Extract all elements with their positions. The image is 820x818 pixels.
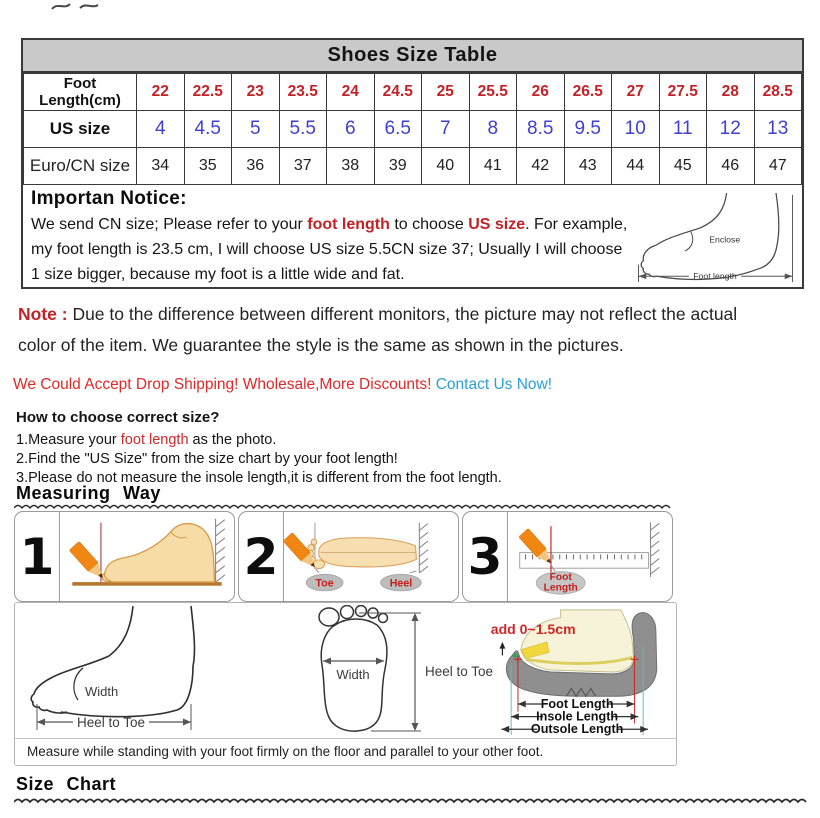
step-text: as the photo. [188, 432, 277, 448]
wall-hatch [216, 519, 225, 582]
important-notice-section [23, 185, 802, 291]
foot-length-highlight: foot length [120, 432, 189, 448]
how-to-choose-section [16, 409, 502, 488]
size-table-row [24, 111, 802, 148]
size-cell: 7 [422, 111, 470, 148]
size-cell: 4.5 [184, 111, 232, 148]
size-cell: 24 [327, 74, 375, 111]
foot-length-badge-line1: Foot [549, 571, 572, 583]
size-row-label: Foot Length(cm) [24, 74, 137, 111]
size-cell: 11 [659, 111, 707, 148]
size-cell: 22.5 [184, 74, 232, 111]
wall-hatch [419, 523, 428, 573]
step-text: 1.Measure your [16, 432, 121, 448]
note-text: Due to the difference between different monitors, the picture may not reflect the actual [67, 304, 738, 324]
size-cell: 43 [564, 148, 612, 185]
how-to-step-1 [16, 431, 502, 450]
toe-heel-illustration [284, 512, 458, 601]
notice-heading: Importan Notice: [31, 188, 187, 209]
size-cell: 37 [279, 148, 327, 185]
size-cell: 27.5 [659, 74, 707, 111]
size-cell: 47 [754, 148, 802, 185]
width-label: Width [85, 684, 119, 699]
size-cell: 8.5 [517, 111, 565, 148]
notice-line-3: 1 size bigger, because my foot is a little wide and fat. [31, 266, 405, 283]
size-cell: 38 [327, 148, 375, 185]
measuring-panel-3 [462, 511, 673, 602]
size-cell: 25 [422, 74, 470, 111]
size-cell: 28.5 [754, 74, 802, 111]
monitor-note [18, 299, 810, 361]
pencil-icon [69, 541, 108, 582]
size-cell: 45 [659, 148, 707, 185]
promo-line [13, 376, 552, 394]
size-cell: 26 [517, 74, 565, 111]
size-cell: 24.5 [374, 74, 422, 111]
notice-line-1 [31, 212, 649, 237]
foot-measure-diagram [630, 191, 800, 283]
size-row-label: US size [24, 111, 137, 148]
measuring-way-heading: Measuring Way [16, 483, 161, 503]
size-cell: 44 [612, 148, 660, 185]
notice-text: We send CN size; Please refer to your [31, 216, 308, 233]
width-label: Width [336, 667, 370, 682]
size-cell: 41 [469, 148, 517, 185]
size-cell: 5 [232, 111, 280, 148]
note-line-1 [18, 299, 810, 330]
size-cell: 23.5 [279, 74, 327, 111]
size-cell: 36 [232, 148, 280, 185]
size-cell: 13 [754, 111, 802, 148]
size-table-row [24, 74, 802, 111]
how-to-step-3: 3.Please do not measure the insole length,it is different from the foot length. [16, 470, 502, 486]
shoe-cross-section-diagram [487, 605, 677, 737]
size-cell: 10 [612, 111, 660, 148]
how-to-heading: How to choose correct size? [16, 409, 220, 426]
size-cell: 8 [469, 111, 517, 148]
insole-length-label: Insole Length [536, 709, 619, 724]
footprint-diagram [273, 605, 503, 737]
size-cell: 6 [327, 111, 375, 148]
toe-badge-label: Toe [315, 577, 334, 590]
notice-text: . For example, [525, 216, 628, 233]
size-chart-heading: Size Chart [16, 774, 117, 794]
enclose-label: Enclose [709, 234, 741, 245]
size-table-row [24, 148, 802, 185]
size-cell: 25.5 [469, 74, 517, 111]
measurement-diagrams-box [14, 602, 677, 766]
size-table [23, 73, 802, 185]
size-cell: 46 [707, 148, 755, 185]
foot-length-badge-line2: Length [543, 582, 578, 594]
size-cell: 4 [137, 111, 185, 148]
panel-number: 3 [463, 512, 508, 601]
panel-number: 2 [239, 512, 284, 601]
wall-hatch [651, 522, 660, 577]
size-cell: 27 [612, 74, 660, 111]
foot-outline [700, 193, 726, 228]
pencil-icon [284, 533, 320, 572]
heel-to-toe-label: Heel to Toe [425, 664, 494, 679]
foot-length-label: Foot length [693, 271, 737, 282]
notice-line-2: my foot length is 23.5 cm, I will choose US size 5.5CN size 37; Usually I will choose [31, 241, 623, 258]
measure-against-wall-illustration [60, 512, 234, 601]
size-cell: 34 [137, 148, 185, 185]
measuring-caption: Measure while standing with your foot firmly on the floor and parallel to your other foot. [15, 738, 676, 765]
heel-to-toe-label: Heel to Toe [76, 715, 146, 730]
add-allowance-label: add 0~1.5cm [490, 621, 576, 638]
size-cell: 12 [707, 111, 755, 148]
outsole-length-label: Outsole Length [530, 722, 624, 737]
note-label: Note : [18, 304, 68, 324]
foot-length-label: Foot Length [540, 696, 614, 711]
scan-artifact-mark [48, 0, 108, 12]
how-to-step-2: 2.Find the "US Size" from the size chart by your foot length! [16, 451, 398, 467]
size-cell: 26.5 [564, 74, 612, 111]
size-cell: 35 [184, 148, 232, 185]
size-table-title: Shoes Size Table [23, 40, 802, 73]
size-cell: 6.5 [374, 111, 422, 148]
side-foot-diagram [21, 606, 271, 736]
size-cell: 23 [232, 74, 280, 111]
wavy-underline [14, 502, 672, 511]
size-cell: 40 [422, 148, 470, 185]
size-row-label: Euro/CN size [24, 148, 137, 185]
contact-us-link[interactable]: Contact Us Now! [435, 376, 553, 393]
note-line-2: color of the item. We guarantee the style is the same as shown in the pictures. [18, 335, 624, 355]
panel-number: 1 [15, 512, 60, 601]
size-table-box [21, 38, 804, 289]
size-cell: 22 [137, 74, 185, 111]
size-cell: 9.5 [564, 111, 612, 148]
drop-shipping-text: We Could Accept Drop Shipping! Wholesale,More Discounts! [13, 376, 436, 393]
size-table-body [24, 74, 802, 185]
size-cell: 39 [374, 148, 422, 185]
size-cell: 42 [517, 148, 565, 185]
measuring-panel-2 [238, 511, 459, 602]
wavy-underline [14, 796, 807, 805]
measuring-panel-1 [14, 511, 235, 602]
heel-badge-label: Heel [389, 577, 413, 590]
foot-side-view [104, 524, 214, 583]
size-cell: 5.5 [279, 111, 327, 148]
notice-foot-length-highlight: foot length [307, 216, 390, 233]
ruler-illustration [508, 512, 672, 601]
size-cell: 28 [707, 74, 755, 111]
notice-text: to choose [389, 216, 469, 233]
notice-us-size-highlight: US size [468, 216, 526, 233]
